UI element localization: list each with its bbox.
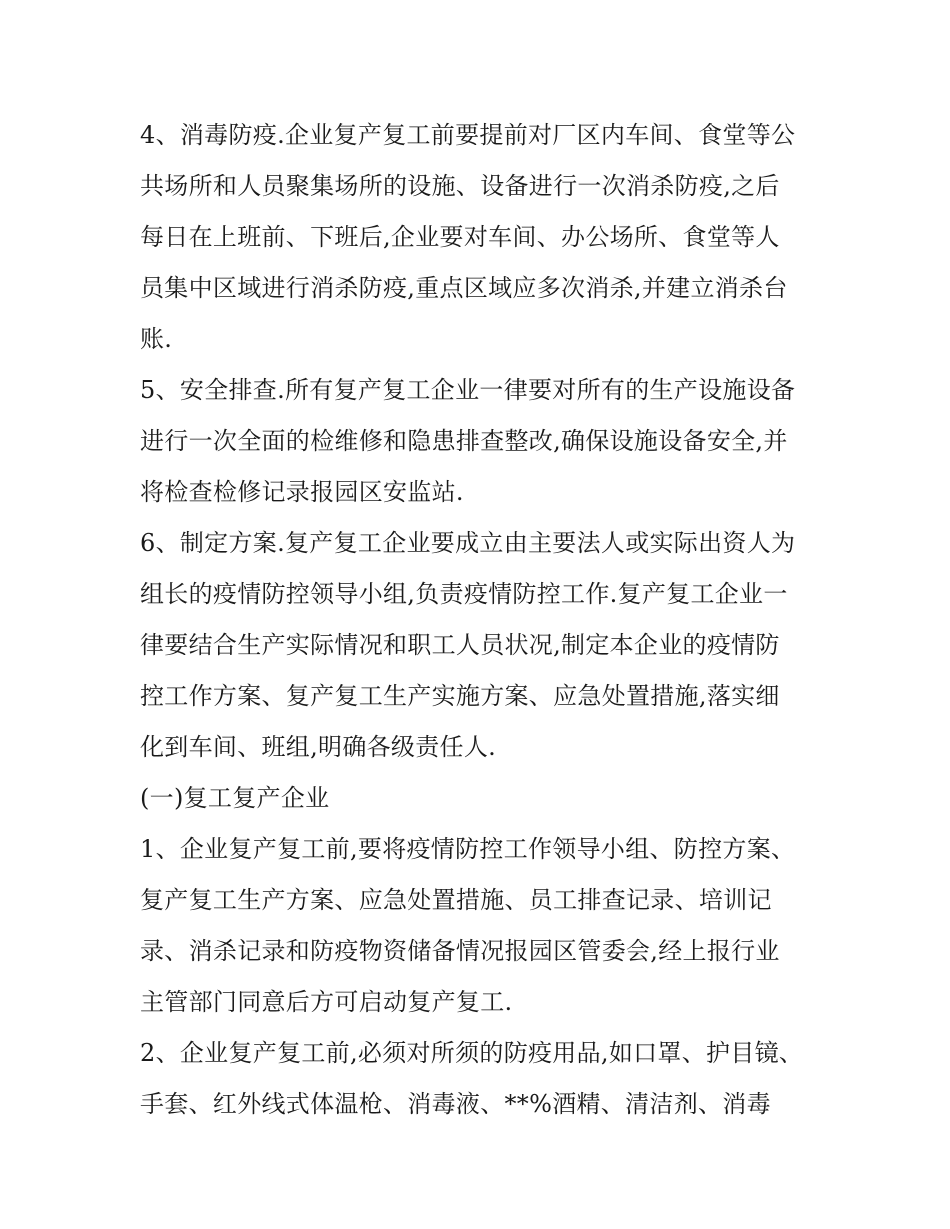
text-line: 化到车间、班组,明确各级责任人.	[140, 733, 497, 761]
section-heading: (一)复工复产企业	[140, 784, 330, 812]
text-line: 4、消毒防疫.企业复产复工前要提前对厂区内车间、食堂等公	[140, 121, 796, 149]
document-body	[140, 110, 820, 1130]
text-line: 2、企业复产复工前,必须对所须的防疫用品,如口罩、护目镜、	[140, 1039, 804, 1067]
text-line: 律要结合生产实际情况和职工人员状况,制定本企业的疫情防	[140, 631, 780, 659]
text-line: 复产复工生产方案、应急处置措施、员工排查记录、培训记	[140, 886, 772, 914]
text-line: 6、制定方案.复产复工企业要成立由主要法人或实际出资人为	[140, 529, 796, 557]
text-line: 录、消杀记录和防疫物资储备情况报园区管委会,经上报行业	[140, 937, 780, 965]
text-line: 员集中区域进行消杀防疫,重点区域应多次消杀,并建立消杀台	[140, 274, 788, 302]
text-line: 将检查检修记录报园区安监站.	[140, 478, 464, 506]
text-line: 共场所和人员聚集场所的设施、设备进行一次消杀防疫,之后	[140, 172, 780, 200]
text-line: 账.	[140, 325, 173, 353]
text-line: 控工作方案、复产复工生产实施方案、应急处置措施,落实细	[140, 682, 780, 710]
text-line: 组长的疫情防控领导小组,负责疫情防控工作.复产复工企业一	[140, 580, 788, 608]
text-line: 每日在上班前、下班后,企业要对车间、办公场所、食堂等人	[140, 223, 780, 251]
text-line: 5、安全排查.所有复产复工企业一律要对所有的生产设施设备	[140, 376, 796, 404]
text-line: 主管部门同意后方可启动复产复工.	[140, 988, 513, 1016]
text-line: 1、企业复产复工前,要将疫情防控工作领导小组、防控方案、	[140, 835, 796, 863]
text-line: 进行一次全面的检维修和隐患排查整改,确保设施设备安全,并	[140, 427, 788, 455]
text-line: 手套、红外线式体温枪、消毒液、**%酒精、清洁剂、消毒	[140, 1090, 771, 1118]
